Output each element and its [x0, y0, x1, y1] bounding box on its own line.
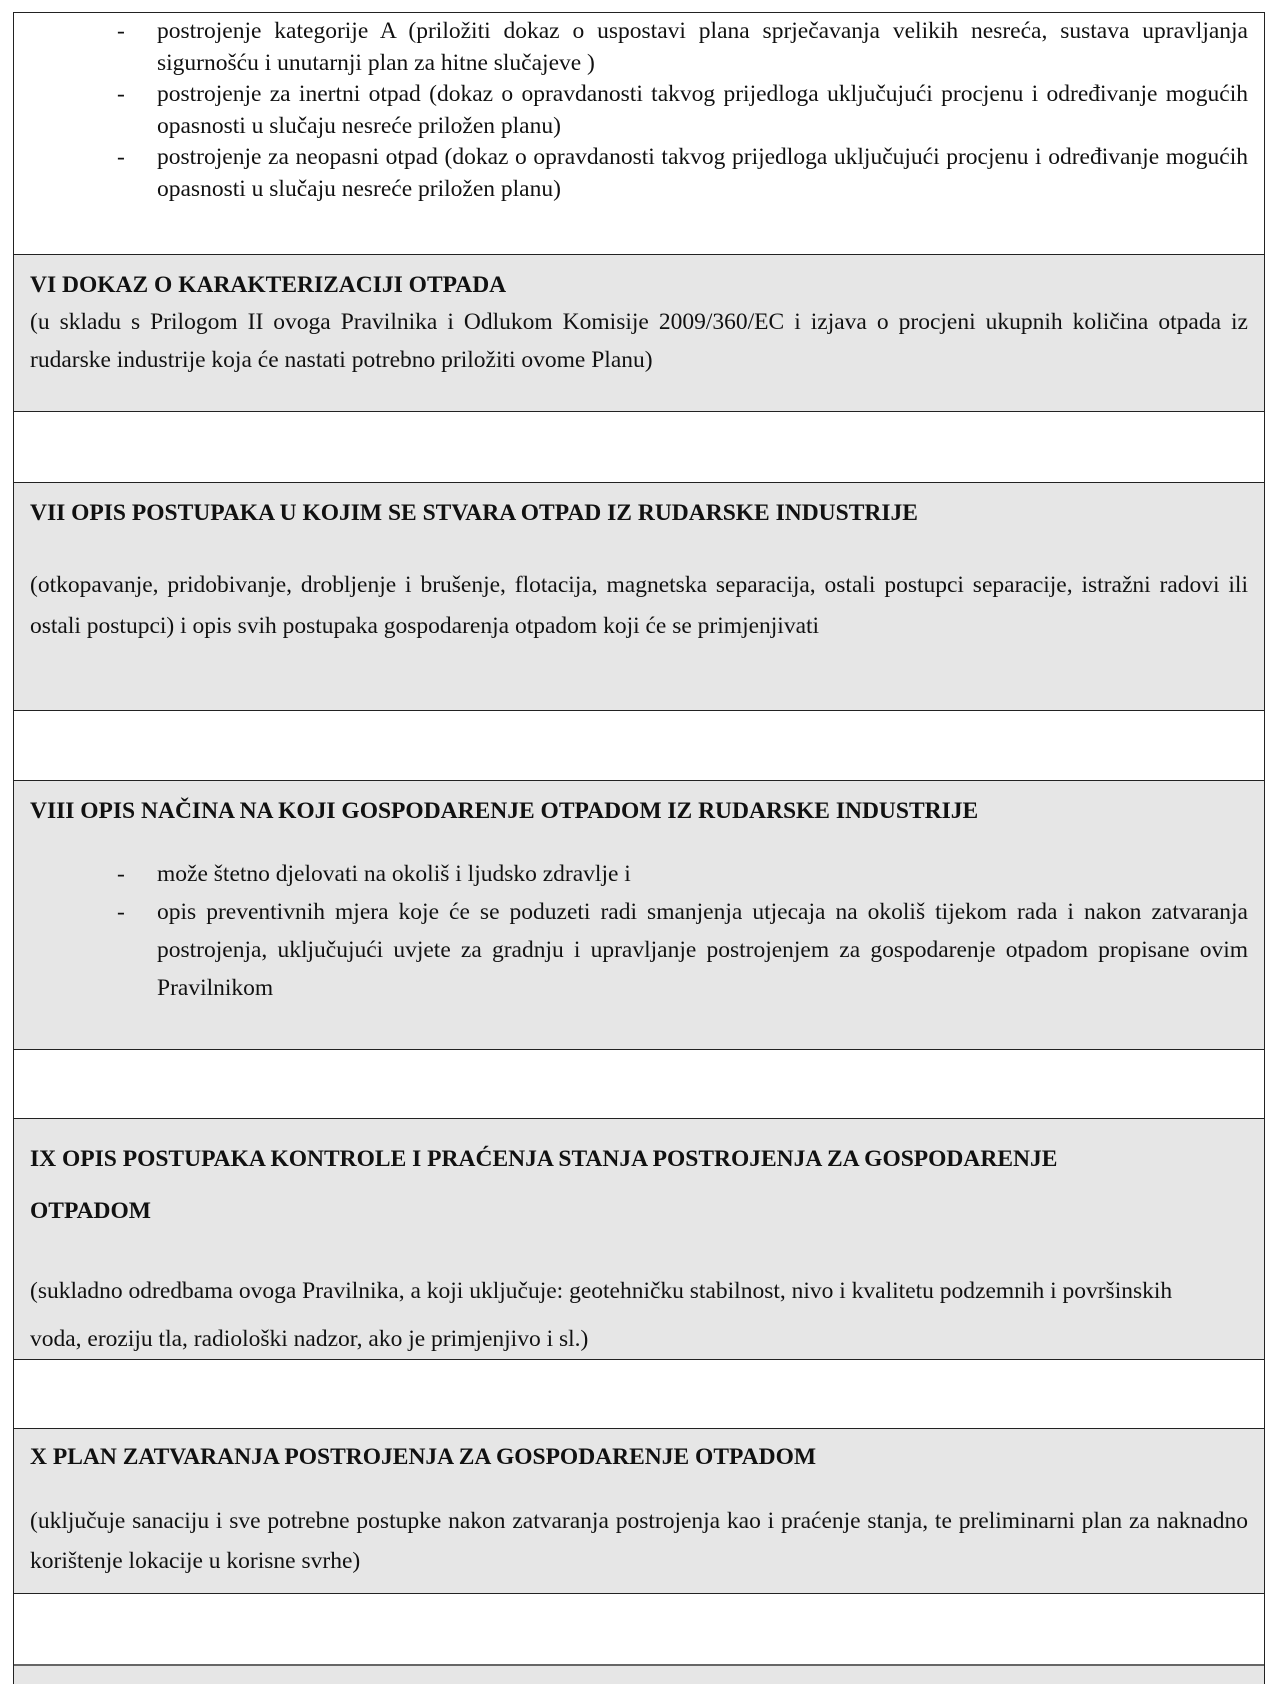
bullet-text: opis preventivnih mjera koje će se poduzeti radi smanjenja utjecaja na okoliš tijekom rada i nakon zatvaranja postrojenja, uključujući uvjete za gradnju i upravljanje postrojenjem za gospodarenje otpadom propisane ovim Pravilnikom [157, 899, 1248, 1001]
section-vii [14, 482, 1264, 710]
section-x [14, 1428, 1264, 1593]
bullet-text: postrojenje kategorije A (priložiti dokaz o uspostavi plana sprječavanja velikih nesreća, sustava upravljanja sigurnošću i unutarnji plan za hitne slučajeve ) [157, 18, 1248, 76]
section-x-title: X PLAN ZATVARANJA POSTROJENJA ZA GOSPODARENJE OTPADOM [30, 1444, 817, 1470]
section-viii [14, 780, 1264, 1049]
bullet-dash: - [117, 18, 125, 44]
list-item [30, 16, 1248, 79]
next-section-row [14, 1664, 1264, 1684]
list-item [30, 142, 1248, 205]
section-ix-title: IX OPIS POSTUPAKA KONTROLE I PRAĆENJA STANJA POSTROJENJA ZA GOSPODARENJE OTPADOM [30, 1146, 1058, 1224]
section-vi-title: VI DOKAZ O KARAKTERIZACIJI OTPADA [30, 272, 507, 298]
bullet-text: postrojenje za inertni otpad (dokaz o opravdanosti takvog prijedloga uključujući procjenu i određivanje mogućih opasnosti u slučaju nesreće priložen planu) [157, 81, 1248, 139]
section-viii-answer-cell[interactable] [14, 1049, 1264, 1118]
section-vii-text: (otkopavanje, pridobivanje, drobljenje i brušenje, flotacija, magnetska separacija, ostali postupci separacije, istražni radovi ili ostali postupci) i opis svih postupaka gospodarenja otpadom koji će se primjenjivati [30, 572, 1248, 639]
list-item [30, 855, 1248, 893]
section-ix-text: (sukladno odredbama ovoga Pravilnika, a koji uključuje: geotehničku stabilnost, nivo i kvalitetu podzemnih i površinskih voda, eroziju tla, radiološki nadzor, ako je primjenjivo i sl.) [30, 1278, 1173, 1352]
section-x-text: (uključuje sanaciju i sve potrebne postupke nakon zatvaranja postrojenja kao i praćenje stanja, te preliminarni plan za naknadno korištenje lokacije u korisne svrhe) [30, 1508, 1248, 1574]
bullet-text: može štetno djelovati na okoliš i ljudsko zdravlje i [157, 861, 631, 887]
section-vii-title: VII OPIS POSTUPAKA U KOJIM SE STVARA OTPAD IZ RUDARSKE INDUSTRIJE [30, 500, 918, 526]
section-vii-answer-cell[interactable] [14, 710, 1264, 780]
section-ix [14, 1118, 1264, 1359]
section-viii-title: VIII OPIS NAČINA NA KOJI GOSPODARENJE OTPADOM IZ RUDARSKE INDUSTRIJE [30, 798, 979, 824]
section-vi-text: (u skladu s Prilogom II ovoga Pravilnika i Odlukom Komisije 2009/360/EC i izjava o procjeni ukupnih količina otpada iz rudarske industrije koja će nastati potrebno priložiti ovome Planu) [30, 309, 1248, 373]
intro-bullet-list [30, 16, 1248, 205]
section-x-answer-cell[interactable] [14, 1593, 1264, 1664]
bullet-dash: - [117, 899, 125, 925]
list-item [30, 893, 1248, 1007]
section-viii-bullets [30, 855, 1248, 1007]
bullet-dash: - [117, 144, 125, 170]
form-table [13, 12, 1265, 1684]
section-vi [14, 254, 1264, 411]
intro-bullets-row [14, 12, 1264, 254]
section-ix-answer-cell[interactable] [14, 1359, 1264, 1428]
section-vi-answer-cell[interactable] [14, 411, 1264, 482]
bullet-dash: - [117, 81, 125, 107]
bullet-dash: - [117, 861, 125, 887]
list-item [30, 79, 1248, 142]
bullet-text: postrojenje za neopasni otpad (dokaz o opravdanosti takvog prijedloga uključujući procjenu i određivanje mogućih opasnosti u slučaju nesreće priložen planu) [157, 144, 1248, 202]
